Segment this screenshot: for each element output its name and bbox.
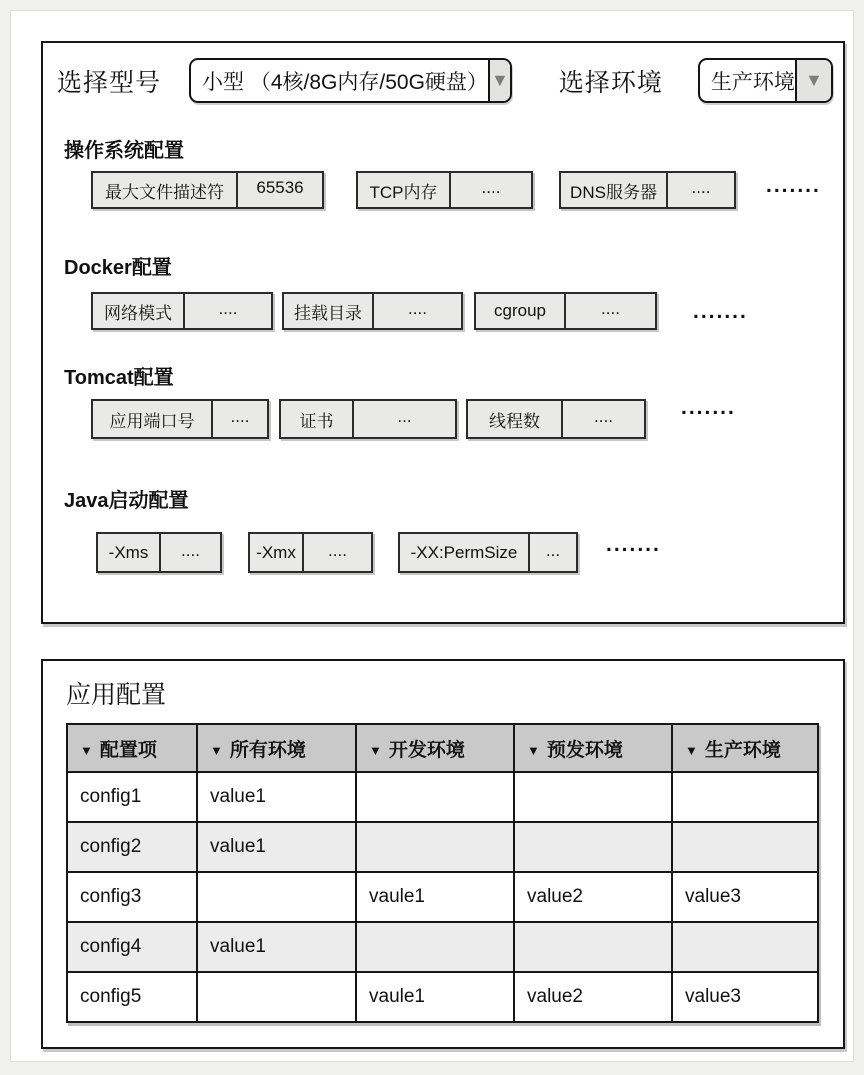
section-title: Java启动配置	[64, 490, 189, 512]
table-row	[67, 772, 818, 822]
env-selector-label: 选择环境	[558, 68, 663, 97]
cell-value: value3	[672, 972, 818, 1022]
kv-key: 证书	[281, 401, 354, 437]
section-java-config	[43, 489, 843, 573]
kv-value: ...	[545, 540, 561, 560]
section-os-config	[43, 139, 843, 209]
selector-row	[57, 58, 833, 103]
cell-value	[197, 872, 356, 922]
cell-value: value3	[672, 872, 818, 922]
cell-config-name: config5	[67, 972, 197, 1022]
kv-value: ....	[181, 540, 200, 560]
cell-value	[514, 822, 672, 872]
kv-box-network-mode	[91, 292, 273, 330]
kv-key: -Xms	[98, 534, 161, 571]
kv-value: ....	[481, 178, 501, 197]
model-selector-label: 选择型号	[57, 68, 162, 97]
sort-icon: ▼	[527, 742, 540, 758]
cell-value: value2	[514, 972, 672, 1022]
chevron-down-glyph: ▼	[490, 70, 509, 90]
column-header-staging-env[interactable]	[514, 724, 672, 772]
chevron-down-icon[interactable]	[488, 60, 510, 101]
kv-box-tcp-memory	[356, 171, 533, 209]
kv-row	[43, 532, 843, 573]
sort-icon: ▼	[369, 742, 382, 758]
cell-value: value1	[197, 822, 356, 872]
table-row	[67, 872, 818, 922]
more-items-ellipsis: .......	[606, 533, 661, 556]
kv-box-max-file-descriptor	[91, 171, 324, 209]
env-selector-value: 生产环境	[710, 70, 795, 94]
kv-value: ...	[397, 407, 412, 426]
cell-value: vaule1	[356, 872, 514, 922]
more-items-ellipsis: .......	[693, 300, 748, 323]
kv-box-thread-count	[466, 399, 646, 439]
sort-icon: ▼	[210, 742, 223, 758]
cell-value: value1	[197, 772, 356, 822]
more-items-ellipsis: .......	[766, 174, 821, 197]
table-header-row	[67, 724, 818, 772]
cell-value	[356, 822, 514, 872]
kv-row	[43, 396, 843, 439]
app-config-table	[66, 723, 819, 1023]
column-header-prod-env[interactable]	[672, 724, 818, 772]
cell-config-name: config1	[67, 772, 197, 822]
instance-config-panel	[41, 41, 845, 624]
section-tomcat-config	[43, 366, 843, 439]
kv-key: 最大文件描述符	[93, 173, 238, 207]
kv-value: 65536	[256, 178, 304, 197]
kv-value: ....	[691, 178, 711, 197]
cell-value	[672, 822, 818, 872]
kv-value: ....	[408, 299, 427, 318]
column-header-all-env[interactable]	[197, 724, 356, 772]
kv-row	[43, 171, 843, 209]
kv-box-mount-dir	[282, 292, 463, 330]
kv-value: ....	[594, 407, 613, 426]
cell-value	[514, 772, 672, 822]
cell-value	[356, 772, 514, 822]
document-page	[10, 10, 854, 1062]
cell-value	[356, 922, 514, 972]
column-header-label: 配置项	[99, 739, 157, 761]
kv-key: DNS服务器	[561, 173, 668, 207]
cell-value	[197, 972, 356, 1022]
kv-value: ....	[230, 407, 250, 426]
kv-box-cgroup	[474, 292, 657, 330]
column-header-dev-env[interactable]	[356, 724, 514, 772]
cell-config-name: config2	[67, 822, 197, 872]
column-header-label: 开发环境	[388, 739, 465, 761]
app-config-panel	[41, 659, 845, 1049]
kv-box-xms	[96, 532, 222, 573]
section-title: Docker配置	[64, 257, 172, 279]
kv-key: -XX:PermSize	[400, 534, 530, 571]
sort-icon: ▼	[685, 742, 698, 758]
sort-icon: ▼	[80, 742, 93, 758]
env-selector-dropdown[interactable]	[698, 58, 833, 103]
model-selector-value: 小型 （4核/8G内存/50G硬盘）	[202, 70, 488, 94]
chevron-down-icon[interactable]	[795, 60, 831, 101]
kv-key: TCP内存	[358, 173, 451, 207]
app-config-title: 应用配置	[66, 681, 167, 709]
model-selector-dropdown[interactable]	[189, 58, 512, 103]
kv-value: ....	[218, 299, 238, 318]
column-header-label: 预发环境	[546, 739, 623, 761]
table-row	[67, 822, 818, 872]
kv-box-permsize	[398, 532, 578, 573]
cell-value	[672, 922, 818, 972]
kv-box-dns-server	[559, 171, 736, 209]
kv-key: -Xmx	[250, 534, 304, 571]
more-items-ellipsis: .......	[681, 396, 736, 419]
kv-key: 网络模式	[93, 294, 185, 328]
kv-box-certificate	[279, 399, 457, 439]
kv-value: ....	[601, 299, 620, 318]
column-header-label: 生产环境	[704, 739, 781, 761]
cell-config-name: config3	[67, 872, 197, 922]
table-row	[67, 972, 818, 1022]
column-header-config-item[interactable]	[67, 724, 197, 772]
kv-key: 线程数	[468, 401, 563, 437]
column-header-label: 所有环境	[229, 739, 306, 761]
cell-value	[514, 922, 672, 972]
cell-value: vaule1	[356, 972, 514, 1022]
chevron-down-glyph: ▼	[805, 70, 823, 90]
section-docker-config	[43, 256, 843, 330]
kv-key: cgroup	[476, 294, 566, 328]
kv-value: ....	[328, 540, 347, 560]
kv-box-xmx	[248, 532, 373, 573]
kv-box-app-port	[91, 399, 269, 439]
section-title: Tomcat配置	[64, 367, 174, 389]
table-row	[67, 922, 818, 972]
kv-key: 应用端口号	[93, 401, 213, 437]
kv-key: 挂载目录	[284, 294, 374, 328]
section-title: 操作系统配置	[64, 140, 184, 162]
cell-config-name: config4	[67, 922, 197, 972]
cell-value	[672, 772, 818, 822]
kv-row	[43, 292, 843, 330]
cell-value: value1	[197, 922, 356, 972]
cell-value: value2	[514, 872, 672, 922]
